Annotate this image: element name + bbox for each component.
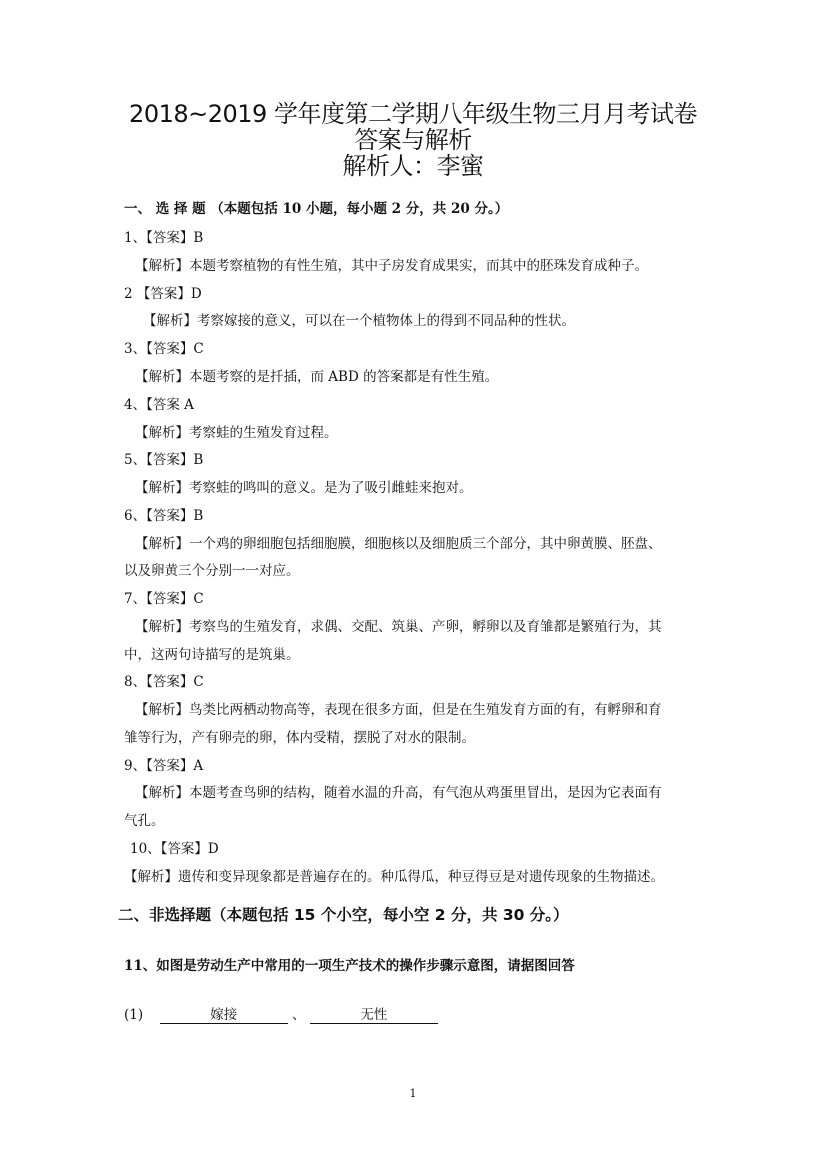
explanation-line-cont: 中，这两句诗描写的是筑巢。: [124, 647, 300, 663]
answer-line: 4、【答案 A: [124, 397, 194, 413]
answer-line: 1、【答案】B: [124, 230, 204, 246]
question-11-answer-row: [124, 1003, 438, 1024]
answer-line: 10、【答案】D: [130, 841, 219, 857]
answer-line: 9、【答案】A: [124, 758, 204, 774]
page-number: 1: [409, 1087, 417, 1100]
document-title: 2018~2019 学年度第二学期八年级生物三月月考试卷: [129, 100, 697, 128]
explanation-line: 【解析】考察蛙的生殖发育过程。: [135, 425, 338, 441]
explanation-line: 【解析】本题考察植物的有性生殖，其中子房发育成果实，而其中的胚珠发育成种子。: [135, 258, 648, 274]
document-author: 解析人：李蜜: [342, 152, 484, 180]
explanation-line: 【解析】鸟类比两栖动物高等，表现在很多方面，但是在生殖发育方面的有，有孵卵和育: [135, 702, 662, 718]
explanation-line: 【解析】考察嫁接的意义，可以在一个植物体上的得到不同品种的性状。: [143, 313, 575, 329]
answer-line: 7、【答案】C: [124, 591, 204, 607]
answer-line: 8、【答案】C: [124, 674, 204, 690]
answer-line: 3、【答案】C: [124, 341, 204, 357]
explanation-line: 【解析】考察鸟的生殖发育，求偶、交配、筑巢、产卵，孵卵以及育雏都是繁殖行为，其: [135, 619, 662, 635]
answer-blank-1: 嫁接: [160, 1007, 288, 1024]
explanation-line: 【解析】遗传和变异现象都是普遍存在的。种瓜得瓜，种豆得豆是对遗传现象的生物描述。: [124, 869, 664, 885]
explanation-line-cont: 气孔。: [124, 813, 165, 829]
answer-blank-2: 无性: [310, 1007, 438, 1024]
explanation-line: 【解析】本题考察的是扦插，而 ABD 的答案都是有性生殖。: [135, 369, 499, 385]
section1-heading: 一、 选 择 题 （本题包括 10 小题，每小题 2 分，共 20 分。）: [124, 201, 509, 217]
answer-line: 6、【答案】B: [124, 508, 204, 524]
explanation-line: 【解析】一个鸡的卵细胞包括细胞膜，细胞核以及细胞质三个部分，其中卵黄膜、胚盘、: [135, 536, 662, 552]
document-subtitle: 答案与解析: [354, 126, 472, 154]
explanation-line: 【解析】考察蛙的鸣叫的意义。是为了吸引雌蛙来抱对。: [135, 480, 473, 496]
explanation-line-cont: 以及卵黄三个分别一一对应。: [124, 563, 300, 579]
question-11-prompt: 11、如图是劳动生产中常用的一项生产技术的操作步骤示意图，请据图回答: [124, 958, 575, 974]
sub-question-label: (1): [124, 1007, 144, 1023]
explanation-line: 【解析】本题考查鸟卵的结构，随着水温的升高，有气泡从鸡蛋里冒出，是因为它表面有: [135, 785, 662, 801]
explanation-line-cont: 雏等行为，产有卵壳的卵，体内受精，摆脱了对水的限制。: [124, 730, 475, 746]
answer-line: 5、【答案】B: [124, 452, 204, 468]
section2-heading: 二、非选择题（本题包括 15 个小空，每小空 2 分，共 30 分。）: [118, 906, 569, 924]
blank-separator: 、: [292, 1007, 306, 1023]
answer-line: 2 【答案】D: [124, 286, 202, 302]
